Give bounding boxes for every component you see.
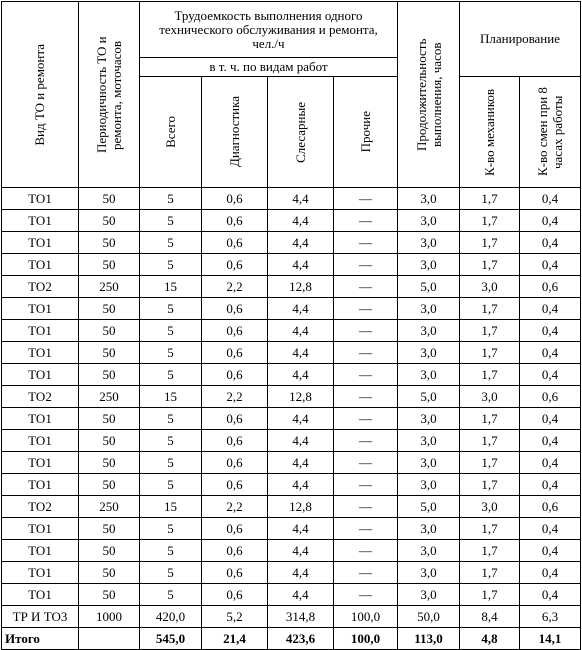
maintenance-table [1,1,581,650]
table-cell: ТО1 [2,540,79,562]
header-diagnostics: Диагностика [202,77,268,188]
table-cell: 0,4 [520,408,581,430]
table-cell: 1,7 [460,540,520,562]
table-cell: 50 [79,474,140,496]
table-cell: 1,7 [460,474,520,496]
table-cell: 1,7 [460,562,520,584]
table-cell: — [334,474,398,496]
table-cell: 5 [140,320,202,342]
table-cell: 3,0 [398,452,460,474]
table-cell: — [334,232,398,254]
table-cell: 0,4 [520,298,581,320]
table-cell: 5 [140,298,202,320]
table-cell: — [334,254,398,276]
table-cell: 4,4 [268,518,334,540]
table-cell: ТР И ТО3 [2,606,79,628]
table-cell: 1,7 [460,188,520,210]
table-cell: 3,0 [398,518,460,540]
table-cell: 0,6 [202,188,268,210]
table-cell: 0,6 [202,342,268,364]
table-cell: 0,4 [520,210,581,232]
header-shifts: К-во смен при 8 часах работы [520,77,581,188]
table-cell: — [334,430,398,452]
table-cell: 1,7 [460,320,520,342]
table-cell: — [334,342,398,364]
table-cell: — [334,540,398,562]
table-cell: 3,0 [398,298,460,320]
table-cell: 5 [140,364,202,386]
table-cell: 12,8 [268,386,334,408]
table-cell: 0,6 [202,298,268,320]
table-cell: 420,0 [140,606,202,628]
table-cell: 50 [79,364,140,386]
table-cell: 0,4 [520,232,581,254]
table-cell: 3,0 [398,540,460,562]
table-cell: 15 [140,496,202,518]
table-cell: 0,6 [202,562,268,584]
table-cell: ТО2 [2,386,79,408]
table-cell: — [334,364,398,386]
table-cell: ТО1 [2,232,79,254]
table-cell: 5,0 [398,386,460,408]
table-row [2,386,581,408]
table-cell: 3,0 [398,474,460,496]
table-cell: 4,4 [268,364,334,386]
header-planning-group: Планирование [460,2,581,77]
table-row [2,496,581,518]
header-duration: Продолжительность выполнения, часов [398,2,460,188]
table-cell: 4,4 [268,540,334,562]
table-cell: 5 [140,474,202,496]
table-cell: — [334,188,398,210]
table-cell: 0,6 [202,364,268,386]
table-cell: 0,6 [202,320,268,342]
header-period: Периодичность ТО и ремонта, моточасов [79,2,140,188]
table-cell: 4,4 [268,430,334,452]
total-cell: 545,0 [140,628,202,650]
table-cell: ТО1 [2,452,79,474]
table-cell: 5,0 [398,276,460,298]
table-row [2,408,581,430]
table-cell: — [334,276,398,298]
table-row [2,254,581,276]
table-cell: — [334,320,398,342]
table-cell: 4,4 [268,474,334,496]
table-cell: — [334,518,398,540]
table-cell: 0,4 [520,254,581,276]
table-cell: 50 [79,408,140,430]
table-row [2,320,581,342]
table-row [2,518,581,540]
header-kind: Вид ТО и ремонта [2,2,79,188]
table-cell: 12,8 [268,496,334,518]
table-cell: 5 [140,562,202,584]
header-labor-group: Трудоемкость выполнения одного технического обслуживания и ремонта, чел./ч [140,2,398,58]
table-cell: 0,6 [202,474,268,496]
table-cell: 4,4 [268,452,334,474]
table-cell: 0,6 [202,540,268,562]
table-cell: 3,0 [398,188,460,210]
table-cell: 3,0 [398,562,460,584]
table-cell: ТО1 [2,298,79,320]
table-cell: 5 [140,408,202,430]
table-cell: ТО1 [2,474,79,496]
total-cell: 14,1 [520,628,581,650]
table-cell: 12,8 [268,276,334,298]
table-cell: 2,2 [202,276,268,298]
table-cell: 1,7 [460,584,520,606]
table-cell: ТО1 [2,320,79,342]
table-row [2,430,581,452]
header-other: Прочие [334,77,398,188]
table-cell: 0,6 [202,408,268,430]
table-cell: 1,7 [460,364,520,386]
table-cell: ТО1 [2,408,79,430]
table-cell: 0,4 [520,430,581,452]
table-cell: 3,0 [398,342,460,364]
table-cell: 0,4 [520,342,581,364]
table-row [2,364,581,386]
total-label: Итого [2,628,79,650]
table-cell: 0,6 [202,430,268,452]
table-cell: ТО2 [2,276,79,298]
table-cell: 50 [79,320,140,342]
table-cell: — [334,584,398,606]
table-cell: 4,4 [268,210,334,232]
table-cell: 4,4 [268,562,334,584]
table-cell: 100,0 [334,606,398,628]
table-cell: 5 [140,210,202,232]
table-cell: 5 [140,232,202,254]
table-row [2,232,581,254]
table-cell: 5 [140,540,202,562]
table-cell: 4,4 [268,188,334,210]
table-cell: 50 [79,210,140,232]
table-cell: 1,7 [460,452,520,474]
table-row [2,562,581,584]
table-cell: 1,7 [460,254,520,276]
table-cell: 1,7 [460,298,520,320]
table-cell: ТО1 [2,342,79,364]
table-cell: 4,4 [268,298,334,320]
table-cell: 0,6 [202,518,268,540]
table-cell: 8,4 [460,606,520,628]
table-cell: 0,4 [520,320,581,342]
table-cell: 50 [79,430,140,452]
table-cell: — [334,298,398,320]
table-row [2,474,581,496]
table-row [2,584,581,606]
table-row [2,342,581,364]
table-cell: ТО1 [2,562,79,584]
table-cell: 5 [140,452,202,474]
table-cell: — [334,210,398,232]
table-cell: 0,6 [202,254,268,276]
table-cell: ТО1 [2,188,79,210]
table-cell: 0,4 [520,474,581,496]
table-cell: — [334,386,398,408]
table-cell: 2,2 [202,496,268,518]
table-cell: 15 [140,386,202,408]
table-cell: 1,7 [460,430,520,452]
table-cell: 2,2 [202,386,268,408]
table-cell: ТО1 [2,518,79,540]
table-cell: ТО1 [2,254,79,276]
table-cell: 0,6 [520,386,581,408]
table-cell: 50 [79,298,140,320]
table-cell: 0,6 [202,584,268,606]
table-cell: 6,3 [520,606,581,628]
table-cell: 3,0 [398,408,460,430]
table-cell: ТО2 [2,496,79,518]
table-cell: 3,0 [398,430,460,452]
header-total: Всего [140,77,202,188]
table-cell: ТО1 [2,364,79,386]
table-cell: 314,8 [268,606,334,628]
table-cell: 250 [79,496,140,518]
table-cell: 1000 [79,606,140,628]
total-cell [79,628,140,650]
table-cell: 50 [79,232,140,254]
table-cell: 50 [79,584,140,606]
table-cell: 3,0 [460,276,520,298]
table-row [2,452,581,474]
table-cell: 0,4 [520,364,581,386]
table-cell: 1,7 [460,342,520,364]
table-cell: 0,4 [520,540,581,562]
table-cell: 50 [79,342,140,364]
table-cell: 0,4 [520,452,581,474]
table-row [2,188,581,210]
table-cell: 3,0 [398,210,460,232]
table-cell: 250 [79,276,140,298]
table-cell: 50 [79,452,140,474]
table-cell: 3,0 [398,320,460,342]
table-row [2,276,581,298]
table-cell: ТО1 [2,430,79,452]
table-cell: — [334,408,398,430]
table-cell: — [334,452,398,474]
table-cell: 1,7 [460,408,520,430]
table-row [2,210,581,232]
table-cell: 3,0 [398,584,460,606]
table-cell: 5 [140,518,202,540]
table-cell: 5,0 [398,496,460,518]
table-cell: 4,4 [268,320,334,342]
table-cell: 0,4 [520,562,581,584]
table-cell: 1,7 [460,232,520,254]
table-cell: 0,6 [520,496,581,518]
table-cell: 1,7 [460,210,520,232]
total-cell: 113,0 [398,628,460,650]
table-cell: 0,6 [520,276,581,298]
table-cell: 3,0 [398,364,460,386]
table-row [2,540,581,562]
table-cell: — [334,496,398,518]
table-cell: ТО1 [2,584,79,606]
table-cell: 50 [79,254,140,276]
table-cell: ТО1 [2,210,79,232]
table-cell: 4,4 [268,342,334,364]
table-cell: 3,0 [398,254,460,276]
total-cell: 423,6 [268,628,334,650]
table-cell: 5 [140,188,202,210]
table-cell: 4,4 [268,232,334,254]
table-cell: 50 [79,540,140,562]
table-cell: 3,0 [460,496,520,518]
table-cell: — [334,562,398,584]
table-cell: 0,4 [520,584,581,606]
table-cell: 0,6 [202,210,268,232]
header-mechanics: К-во механиков [460,77,520,188]
table-cell: 50 [79,188,140,210]
total-cell: 4,8 [460,628,520,650]
header-by-work-type: в т. ч. по видам работ [140,58,398,77]
table-cell: 15 [140,276,202,298]
table-cell: 3,0 [460,386,520,408]
table-cell: 5 [140,342,202,364]
table-row [2,298,581,320]
table-cell: 50 [79,562,140,584]
table-row [2,606,581,628]
table-cell: 0,4 [520,188,581,210]
table-cell: 5 [140,254,202,276]
header-locksmith: Слесарные [268,77,334,188]
table-cell: 50,0 [398,606,460,628]
table-cell: 250 [79,386,140,408]
table-cell: 0,6 [202,452,268,474]
total-cell: 21,4 [202,628,268,650]
table-cell: 0,6 [202,232,268,254]
table-cell: 3,0 [398,232,460,254]
total-cell: 100,0 [334,628,398,650]
total-row [2,628,581,650]
table-cell: 1,7 [460,518,520,540]
table-cell: 5 [140,584,202,606]
table-cell: 50 [79,518,140,540]
table-cell: 5 [140,430,202,452]
table-cell: 4,4 [268,584,334,606]
table-cell: 4,4 [268,408,334,430]
table-cell: 5,2 [202,606,268,628]
table-cell: 4,4 [268,254,334,276]
table-cell: 0,4 [520,518,581,540]
